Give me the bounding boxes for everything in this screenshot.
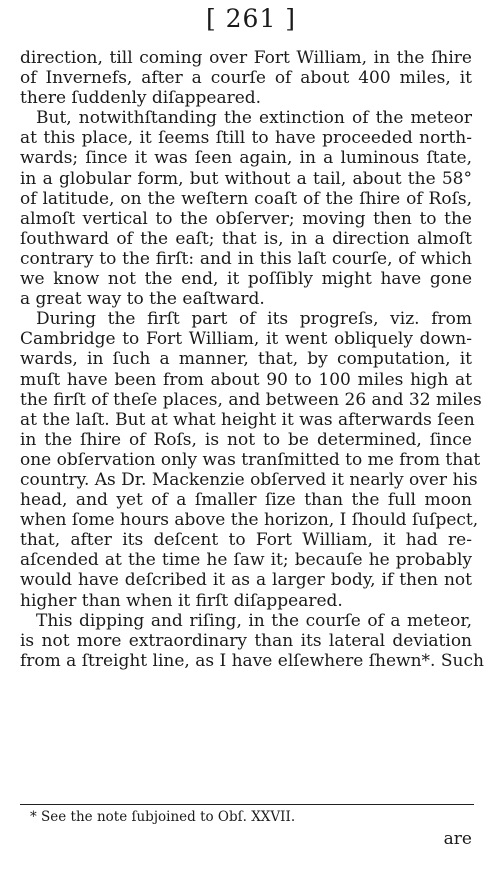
- footnote-rule: [20, 804, 474, 805]
- text-line: in a globular form, but without a tail, about the 58°: [20, 168, 472, 189]
- text-line: from a ſtreight line, as I have elſewhere ſhewn*. Such: [20, 650, 484, 671]
- text-line: aſcended at the time he ſaw it; becauſe he probably: [20, 550, 472, 571]
- text-line: one obſervation only was tranſmitted to me from that: [20, 449, 481, 470]
- text-line: is not more extraordinary than its lateral deviation: [20, 630, 472, 651]
- body-text: [20, 48, 484, 671]
- footnote: * See the note ſubjoined to Obſ. XXVII.: [30, 809, 296, 825]
- text-line: when ſome hours above the horizon, I ſhould ſuſpect,: [20, 510, 479, 531]
- text-line: a great way to the eaſtward.: [20, 289, 265, 310]
- text-line: direction, till coming over Fort William, in the ſhire: [20, 48, 472, 68]
- text-line: would have deſcribed it as a larger body, if then not: [20, 570, 472, 591]
- text-line: muſt have been from about 90 to 100 miles high at: [20, 369, 472, 390]
- paragraph-3: [20, 309, 482, 611]
- paragraph-4: [20, 610, 484, 671]
- text-line: Cambridge to Fort William, it went obliquely down-: [20, 329, 472, 350]
- text-line: higher than when it firſt diſappeared.: [20, 590, 343, 611]
- text-line: wards, in ſuch a manner, that, by computation, it: [20, 349, 472, 370]
- text-line: we know not the end, it poſſibly might have gone: [20, 269, 472, 290]
- paragraph-1: [20, 48, 472, 108]
- paragraph-2: [20, 108, 472, 309]
- text-line: But, notwithſtanding the extinction of the meteor: [36, 108, 472, 129]
- text-line: During the firſt part of its progreſs, viz. from: [36, 309, 472, 330]
- text-line: country. As Dr. Mackenzie obſerved it nearly over his: [20, 469, 478, 490]
- text-line: This dipping and riſing, in the courſe of a meteor,: [36, 610, 472, 631]
- text-line: ſouthward of the eaſt; that is, in a direction almoſt: [20, 228, 472, 249]
- text-line: of Invernefs, after a courſe of about 400 miles, it: [20, 68, 472, 89]
- text-line: there ſuddenly diſappeared.: [20, 88, 262, 109]
- text-line: almoſt vertical to the obſerver; moving then to the: [20, 208, 472, 229]
- text-line: in the ſhire of Roſs, is not to be determined, ſince: [20, 429, 472, 450]
- catchword: are: [443, 829, 472, 849]
- text-line: of latitude, on the weſtern coaſt of the ſhire of Roſs,: [20, 188, 472, 209]
- text-line: contrary to the firſt: and in this laſt courſe, of which: [20, 248, 472, 269]
- text-line: the firſt of theſe places, and between 26 and 32 miles: [20, 389, 482, 410]
- text-line: that, after its deſcent to Fort William, it had re-: [20, 530, 472, 551]
- text-line: head, and yet of a ſmaller ſize than the full moon: [20, 490, 472, 511]
- text-line: wards; ſince it was ſeen again, in a luminous ſtate,: [20, 148, 472, 169]
- page-number: [ 261 ]: [205, 4, 297, 33]
- text-line: at the laſt. But at what height it was afterwards ſeen: [20, 409, 475, 430]
- text-line: at this place, it ſeems ſtill to have proceeded north-: [20, 128, 472, 149]
